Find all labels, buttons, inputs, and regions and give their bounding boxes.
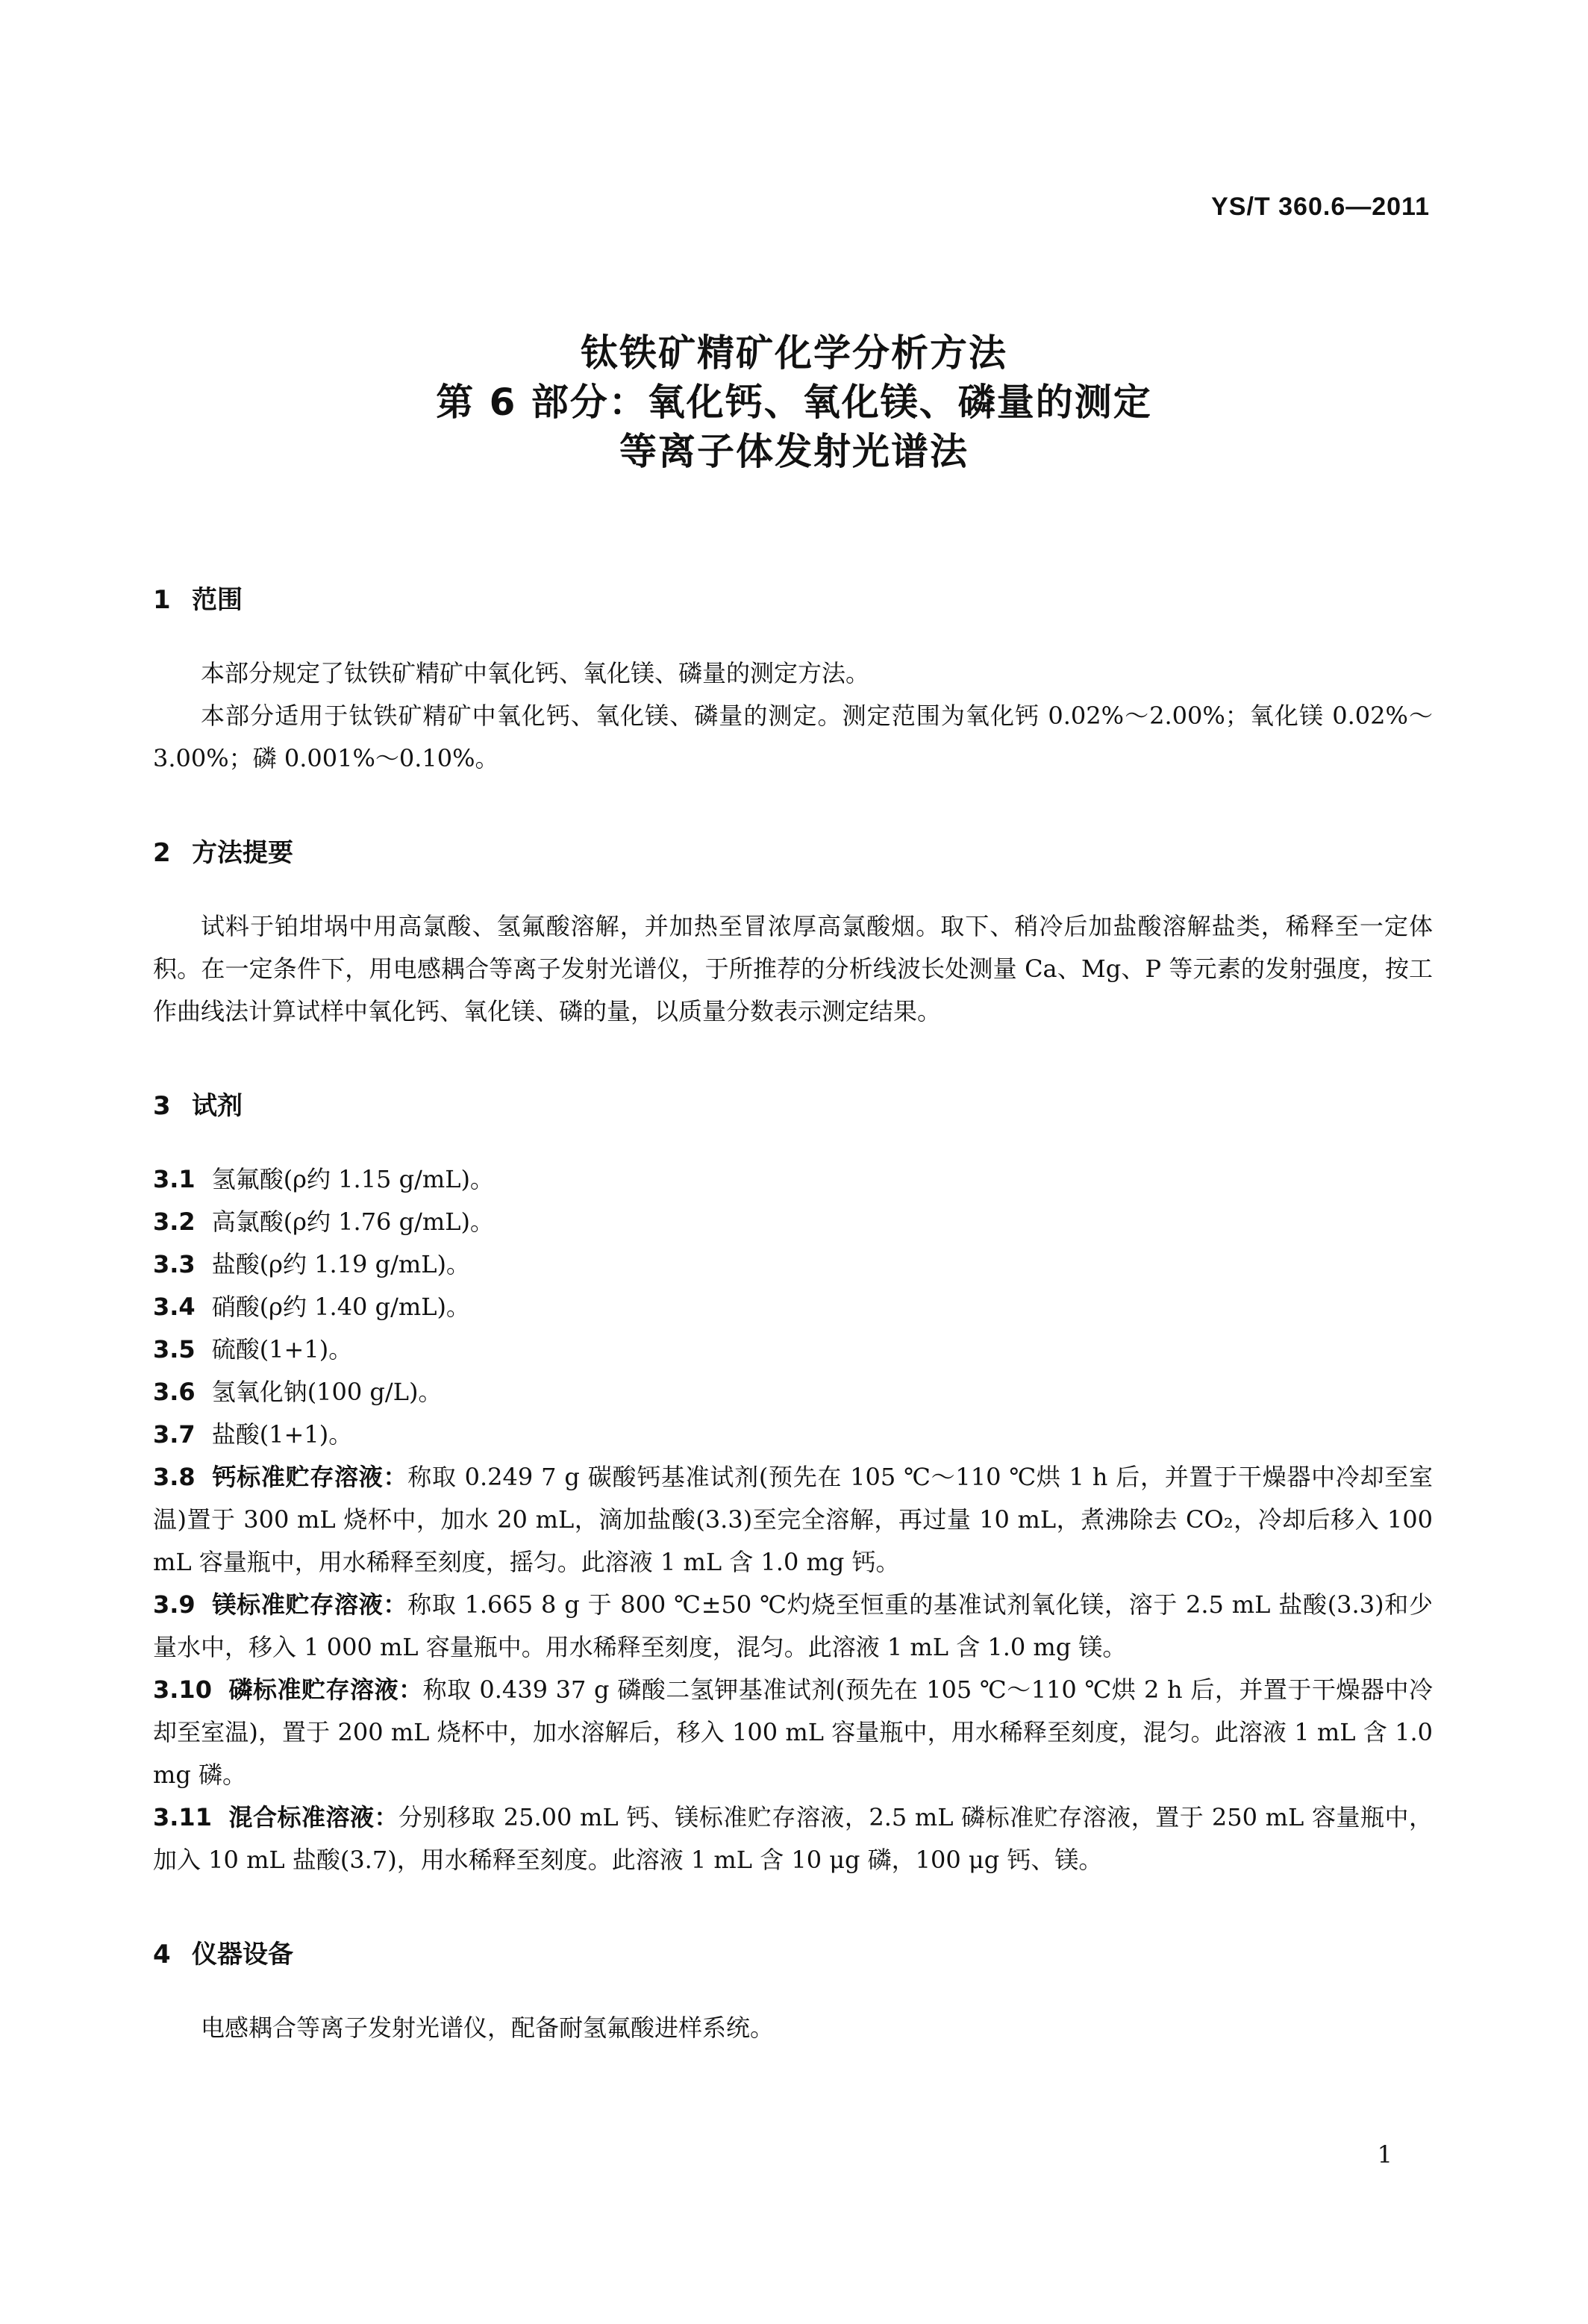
title-line-1: 钛铁矿精矿化学分析方法: [581, 331, 1007, 375]
reagent-item: [153, 1201, 1433, 1243]
item-lead: 镁标准贮存溶液：: [211, 1590, 408, 1619]
item-number: 3.1: [153, 1165, 196, 1193]
item-number: 3.6: [153, 1378, 196, 1406]
section-title: 试剂: [192, 1091, 243, 1121]
paragraph: 本部分适用于钛铁矿精矿中氧化钙、氧化镁、磷量的测定。测定范围为氧化钙 0.02%～2.00%；氧化镁 0.02%～3.00%；磷 0.001%～0.10%。: [153, 702, 1433, 772]
item-text: 高氯酸(ρ约 1.76 g/mL)。: [211, 1208, 494, 1236]
paragraph: 本部分规定了钛铁矿精矿中氧化钙、氧化镁、磷量的测定方法。: [201, 659, 870, 687]
item-text: 硝酸(ρ约 1.40 g/mL)。: [211, 1293, 470, 1321]
section-title: 仪器设备: [192, 1940, 293, 1970]
item-number: 3.8: [153, 1463, 196, 1491]
section-number: 4: [153, 1940, 171, 1970]
document-title: [0, 328, 1588, 476]
section-number: 1: [153, 585, 171, 615]
reagent-item: [153, 1371, 1433, 1414]
item-text: 硫酸(1+1)。: [211, 1335, 353, 1364]
standard-code: YS/T 360.6—2011: [1211, 193, 1430, 221]
item-number: 3.3: [153, 1250, 196, 1278]
reagent-item: [153, 1584, 1433, 1669]
paragraph: 电感耦合等离子发射光谱仪，配备耐氢氟酸进样系统。: [201, 2014, 775, 2042]
document-body: [153, 582, 1433, 2049]
item-number: 3.5: [153, 1335, 196, 1364]
title-line-2: 第 6 部分：氧化钙、氧化镁、磷量的测定: [436, 381, 1152, 424]
item-number: 3.4: [153, 1293, 196, 1321]
item-text: 称取 0.439 37 g 磷酸二氢钾基准试剂(预先在 105 ℃～110 ℃烘 2 h 后，并置于干燥器中冷却至室温)，置于 200 mL 烧杯中，加水溶解后，移入 100 mL 容量瓶中，用水稀释至刻度，混匀。此溶液 1 mL 含 1.0 mg 磷。: [153, 1675, 1433, 1789]
section-number: 3: [153, 1091, 171, 1121]
section-heading-method-summary: [153, 835, 1433, 871]
reagent-item: [153, 1669, 1433, 1796]
section-heading-apparatus: [153, 1937, 1433, 1972]
section-number: 2: [153, 838, 171, 868]
item-text: 盐酸(1+1)。: [211, 1420, 353, 1449]
item-number: 3.7: [153, 1420, 196, 1449]
item-text: 称取 0.249 7 g 碳酸钙基准试剂(预先在 105 ℃～110 ℃烘 1 h 后，并置于干燥器中冷却至室温)置于 300 mL 烧杯中，加水 20 mL，滴加盐酸(3.3)至完全溶解，再过量 10 mL，煮沸除去 CO₂，冷却后移入 100 mL 容量瓶中，用水稀释至刻度，摇匀。此溶液 1 mL 含 1.0 mg 钙。: [153, 1463, 1433, 1576]
section-title: 方法提要: [192, 838, 293, 868]
reagent-item: [153, 1796, 1433, 1881]
paragraph: 试料于铂坩埚中用高氯酸、氢氟酸溶解，并加热至冒浓厚高氯酸烟。取下、稍冷后加盐酸溶解盐类，稀释至一定体积。在一定条件下，用电感耦合等离子发射光谱仪，于所推荐的分析线波长处测量 Ca、Mg、P 等元素的发射强度，按工作曲线法计算试样中氧化钙、氧化镁、磷的量，以质量分数表示测定结果。: [153, 912, 1433, 1025]
item-lead: 混合标准溶液：: [228, 1803, 399, 1831]
item-text: 盐酸(ρ约 1.19 g/mL)。: [211, 1250, 470, 1278]
item-number: 3.9: [153, 1590, 196, 1619]
reagent-item: [153, 1286, 1433, 1328]
item-number: 3.2: [153, 1208, 196, 1236]
page-number: 1: [1377, 2140, 1392, 2169]
reagent-item: [153, 1158, 1433, 1201]
reagent-item: [153, 1328, 1433, 1371]
reagent-item: [153, 1243, 1433, 1286]
item-text: 氢氧化钠(100 g/L)。: [211, 1378, 443, 1406]
item-lead: 钙标准贮存溶液：: [211, 1463, 408, 1491]
section-title: 范围: [192, 585, 243, 615]
title-line-3: 等离子体发射光谱法: [619, 430, 969, 473]
item-number: 3.11: [153, 1803, 212, 1831]
item-text: 氢氟酸(ρ约 1.15 g/mL)。: [211, 1165, 494, 1193]
item-lead: 磷标准贮存溶液：: [228, 1675, 423, 1704]
reagent-item: [153, 1456, 1433, 1584]
section-heading-reagents: [153, 1088, 1433, 1124]
reagent-item: [153, 1414, 1433, 1456]
item-text: 分别移取 25.00 mL 钙、镁标准贮存溶液，2.5 mL 磷标准贮存溶液，置于 250 mL 容量瓶中，加入 10 mL 盐酸(3.7)，用水稀释至刻度。此溶液 1 mL 含 10 μg 磷，100 μg 钙、镁。: [153, 1803, 1433, 1874]
section-heading-scope: [153, 582, 1433, 618]
item-number: 3.10: [153, 1675, 212, 1704]
item-text: 称取 1.665 8 g 于 800 ℃±50 ℃灼烧至恒重的基准试剂氧化镁，溶于 2.5 mL 盐酸(3.3)和少量水中，移入 1 000 mL 容量瓶中。用水稀释至刻度，混匀。此溶液 1 mL 含 1.0 mg 镁。: [153, 1590, 1433, 1661]
